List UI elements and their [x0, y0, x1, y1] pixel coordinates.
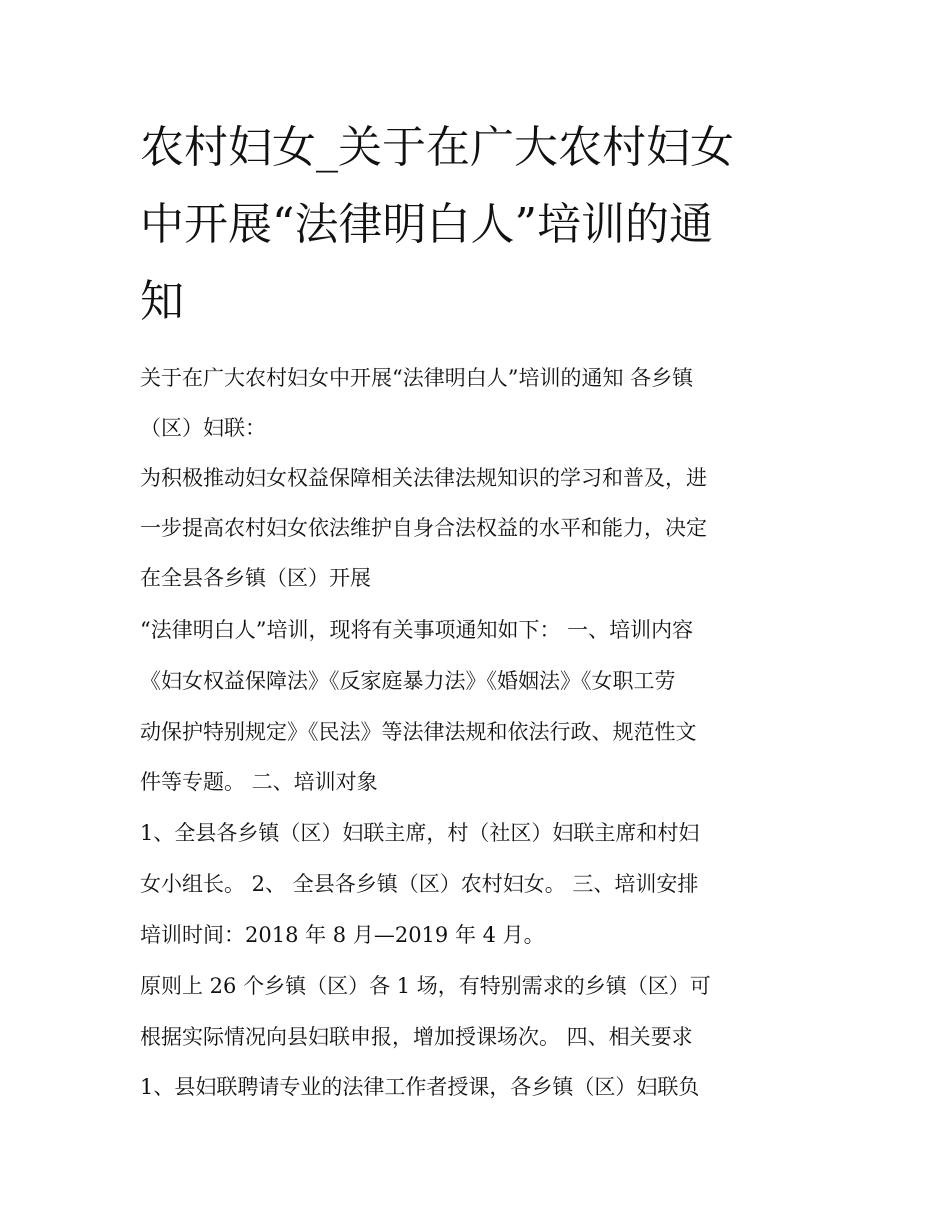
- body-line-9: 件等专题。 二、培训对象: [140, 770, 378, 794]
- body-line-5: 在全县各乡镇（区）开展: [140, 566, 371, 590]
- body-line-11: 女小组长。 2、 全县各乡镇（区）农村妇女。 三、培训安排: [140, 872, 699, 896]
- title-line-1: 农村妇女_关于在广大农村妇女: [140, 122, 734, 173]
- body-line-2: （区）妇联：: [140, 416, 266, 440]
- body-line-10: 1、全县各乡镇（区）妇联主席，村（社区）妇联主席和村妇: [140, 821, 700, 845]
- body-line-15: 1、县妇联聘请专业的法律工作者授课，各乡镇（区）妇联负: [140, 1075, 700, 1099]
- body-line-12: 培训时间：2018 年 8 月—2019 年 4 月。: [140, 923, 545, 947]
- body-line-8: 动保护特别规定》《民法》等法律法规和依法行政、规范性文: [140, 720, 697, 744]
- title-line-3: 知: [140, 276, 184, 327]
- body-line-1: 关于在广大农村妇女中开展“法律明白人”培训的通知 各乡镇: [140, 366, 694, 390]
- body-line-7: 《妇女权益保障法》《反家庭暴力法》《婚姻法》《女职工劳: [140, 669, 676, 693]
- title-line-2: 中开展“法律明白人”培训的通: [140, 199, 713, 250]
- body-line-4: 一步提高农村妇女依法维护自身合法权益的水平和能力，决定: [140, 516, 707, 540]
- body-line-6: “法律明白人”培训，现将有关事项通知如下： 一、培训内容: [140, 618, 694, 642]
- body-line-14: 根据实际情况向县妇联申报，增加授课场次。 四、相关要求: [140, 1025, 693, 1049]
- body-line-3: 为积极推动妇女权益保障相关法律法规知识的学习和普及，进: [140, 466, 707, 490]
- body-line-13: 原则上 26 个乡镇（区）各 1 场，有特别需求的乡镇（区）可: [140, 974, 711, 998]
